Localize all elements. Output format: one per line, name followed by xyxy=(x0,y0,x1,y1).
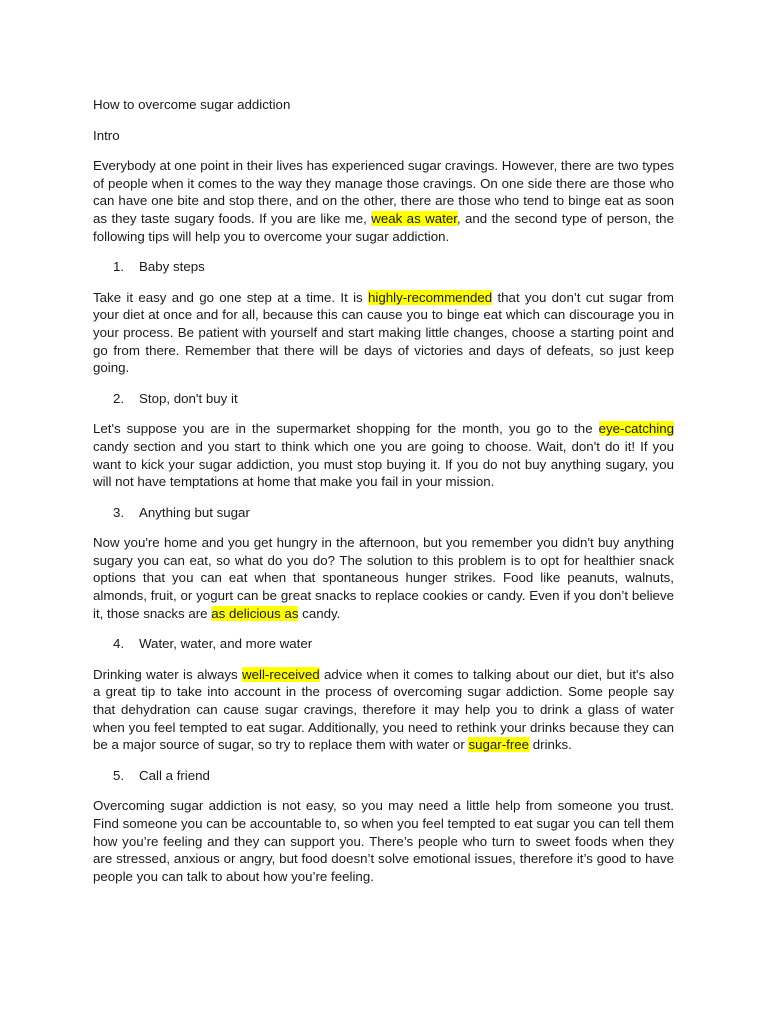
section-paragraph-3 xyxy=(93,534,674,622)
section-title: Stop, don't buy it xyxy=(139,390,238,406)
section-paragraph-5 xyxy=(93,797,674,885)
paragraph-text: drinks. xyxy=(529,737,572,753)
paragraph-text: Take it easy and go one step at a time. It is xyxy=(93,289,368,305)
highlighted-phrase: eye-catching xyxy=(598,421,674,437)
document-title: How to overcome sugar addiction xyxy=(93,97,291,112)
paragraph-text: Now you're home and you get hungry in the afternoon, but you remember you didn't buy anything sugary you can eat, so what do you do? The solution to this problem is to opt for healthier snack options that you can eat when that spontaneous hunger strikes. Food like peanuts, walnuts, almonds, fruit, or yogurt can be great snacks to replace cookies or candy. Even if you don’t believe it, those snacks are xyxy=(93,535,674,621)
highlighted-phrase: as delicious as xyxy=(211,605,299,621)
section-number: 4. xyxy=(113,636,125,652)
section-title: Water, water, and more water xyxy=(139,636,313,652)
section-number: 2. xyxy=(113,390,125,406)
section-heading-5 xyxy=(93,767,674,785)
intro-text-after: , and the second type of person, the following tips will help you to overcome your sugar addiction. xyxy=(93,210,674,244)
intro-paragraph xyxy=(93,157,674,245)
paragraph-text: advice when it comes to talking about our diet, but it's also a great tip to take into account in the process of overcoming sugar addiction. Some people say that dehydration can cause sugar cravings, therefore it may help you to drink a glass of water when you feel tempted to eat sugar. Additionally, you need to rethink your drinks because they can be a major source of sugar, so try to replace them with water or xyxy=(93,666,675,753)
section-number: 3. xyxy=(113,504,125,520)
paragraph-text: Let's suppose you are in the supermarket shopping for the month, you go to the xyxy=(93,421,599,437)
intro-text-before: Everybody at one point in their lives has experienced sugar cravings. However, there are two types of people when it comes to the way they manage those cravings. On one side there are those who can have one bite and stop there, and on the other, there are those who tend to binge eat as soon as they taste sugary foods. If you are like me, xyxy=(93,158,674,226)
section-paragraph-2 xyxy=(93,420,674,490)
section-number: 1. xyxy=(113,259,125,275)
section-heading-1 xyxy=(93,258,674,276)
section-heading-3 xyxy=(93,504,674,522)
section-paragraph-1 xyxy=(93,289,674,377)
section-title: Anything but sugar xyxy=(139,504,250,520)
document-page xyxy=(93,96,674,898)
paragraph-text: candy section and you start to think which one you are going to choose. Wait, don't do it! If you want to kick your sugar addiction, you must stop buying it. If you do not buy anything sugary, you will not have temptations at home that make you fail in your mission. xyxy=(93,438,674,490)
section-number: 5. xyxy=(113,767,125,783)
section-heading-4 xyxy=(93,635,674,653)
highlighted-phrase: highly-recommended xyxy=(367,289,493,305)
highlighted-phrase: sugar-free xyxy=(468,737,530,753)
section-heading-2 xyxy=(93,390,674,408)
paragraph-text: Overcoming sugar addiction is not easy, so you may need a little help from someone you trust. Find someone you can be accountable to, so when you feel tempted to eat sugar you can tell them how you’re feeling and they can support you. There’s people who turn to sweet foods when they are stressed, anxious or angry, but food doesn’t solve emotional issues, therefore it’s good to have people you can talk to about how you’re feeling. xyxy=(93,798,674,884)
section-title: Baby steps xyxy=(139,259,205,275)
highlighted-phrase: well-received xyxy=(242,666,320,682)
paragraph-text: that you don’t cut sugar from your diet at once and for all, because this can cause you to binge eat which can discourage you in your process. Be patient with yourself and start making little changes, choose a starting point and go from there. Remember that there will be days of victories and days of defeats, so just keep going. xyxy=(93,289,674,376)
intro-label: Intro xyxy=(93,127,120,143)
highlighted-phrase: weak as water xyxy=(371,210,457,226)
paragraph-text: candy. xyxy=(298,605,341,621)
section-paragraph-4 xyxy=(93,666,674,754)
section-title: Call a friend xyxy=(139,767,210,783)
paragraph-text: Drinking water is always xyxy=(93,666,243,682)
